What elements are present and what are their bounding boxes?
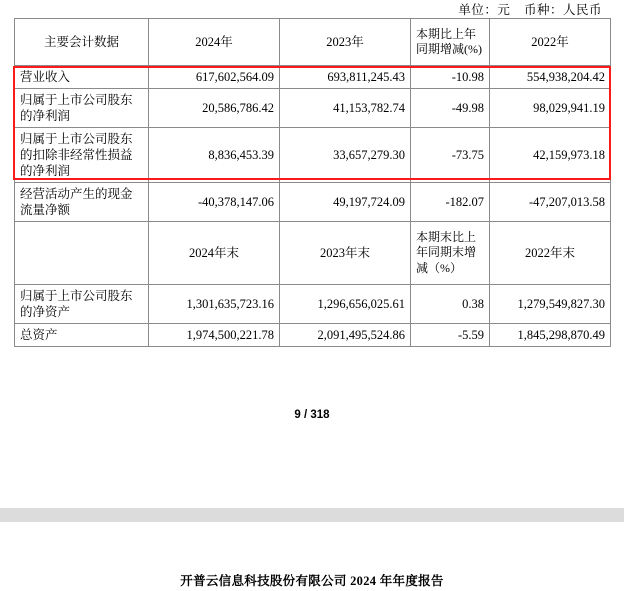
table-row xyxy=(15,285,611,324)
row-value-2024: 1,974,500,221.78 xyxy=(149,324,280,347)
unit-note-line xyxy=(448,0,602,18)
row-value-2022: 554,938,204.42 xyxy=(490,66,611,89)
row-value-2023: 1,296,656,025.61 xyxy=(280,285,411,324)
mid-header-2024: 2024年末 xyxy=(149,222,280,285)
table-row xyxy=(15,66,611,89)
row-label: 归属于上市公司股东的净资产 xyxy=(15,285,149,324)
row-value-2024: -40,378,147.06 xyxy=(149,183,280,222)
column-header-change: 本期比上年同期增减(%) xyxy=(411,19,490,66)
mid-header-2023: 2023年末 xyxy=(280,222,411,285)
unit-note: 单位：元 xyxy=(458,3,511,17)
column-header-2024: 2024年 xyxy=(149,19,280,66)
row-label: 经营活动产生的现金流量净额 xyxy=(15,183,149,222)
report-footer-title: 开普云信息科技股份有限公司 2024 年年度报告 xyxy=(180,574,444,588)
column-header-2023: 2023年 xyxy=(280,19,411,66)
column-header-item: 主要会计数据 xyxy=(15,19,149,66)
row-value-change: -10.98 xyxy=(411,66,490,89)
row-value-2022: 1,845,298,870.49 xyxy=(490,324,611,347)
row-value-change: -49.98 xyxy=(411,89,490,128)
row-value-2024: 20,586,786.42 xyxy=(149,89,280,128)
row-value-change: -73.75 xyxy=(411,128,490,183)
table-row xyxy=(15,324,611,347)
mid-header-2022: 2022年末 xyxy=(490,222,611,285)
column-header-2022: 2022年 xyxy=(490,19,611,66)
row-value-change: -5.59 xyxy=(411,324,490,347)
table-mid-header-row xyxy=(15,222,611,285)
row-label: 归属于上市公司股东的扣除非经常性损益的净利润 xyxy=(15,128,149,183)
table-row xyxy=(15,183,611,222)
row-value-2022: 98,029,941.19 xyxy=(490,89,611,128)
mid-header-blank xyxy=(15,222,149,285)
mid-header-change: 本期末比上年同期末增减（%） xyxy=(411,222,490,285)
row-value-2023: 33,657,279.30 xyxy=(280,128,411,183)
row-label: 总资产 xyxy=(15,324,149,347)
row-value-2022: 1,279,549,827.30 xyxy=(490,285,611,324)
document-page-next xyxy=(0,522,624,591)
row-value-2024: 1,301,635,723.16 xyxy=(149,285,280,324)
row-value-2023: 693,811,245.43 xyxy=(280,66,411,89)
row-value-2022: -47,207,013.58 xyxy=(490,183,611,222)
table-row xyxy=(15,89,611,128)
table-header-row xyxy=(15,19,611,66)
row-value-2024: 8,836,453.39 xyxy=(149,128,280,183)
row-value-2023: 49,197,724.09 xyxy=(280,183,411,222)
row-value-2024: 617,602,564.09 xyxy=(149,66,280,89)
currency-note: 币种：人民币 xyxy=(523,3,602,17)
page-separator xyxy=(0,508,624,522)
row-value-2023: 2,091,495,524.86 xyxy=(280,324,411,347)
row-value-2022: 42,159,973.18 xyxy=(490,128,611,183)
main-accounting-data-table xyxy=(14,18,611,347)
row-value-change: 0.38 xyxy=(411,285,490,324)
row-value-2023: 41,153,782.74 xyxy=(280,89,411,128)
page-number: 9 / 318 xyxy=(294,409,330,421)
row-label: 营业收入 xyxy=(15,66,149,89)
row-label: 归属于上市公司股东的净利润 xyxy=(15,89,149,128)
row-value-change: -182.07 xyxy=(411,183,490,222)
table-row xyxy=(15,128,611,183)
